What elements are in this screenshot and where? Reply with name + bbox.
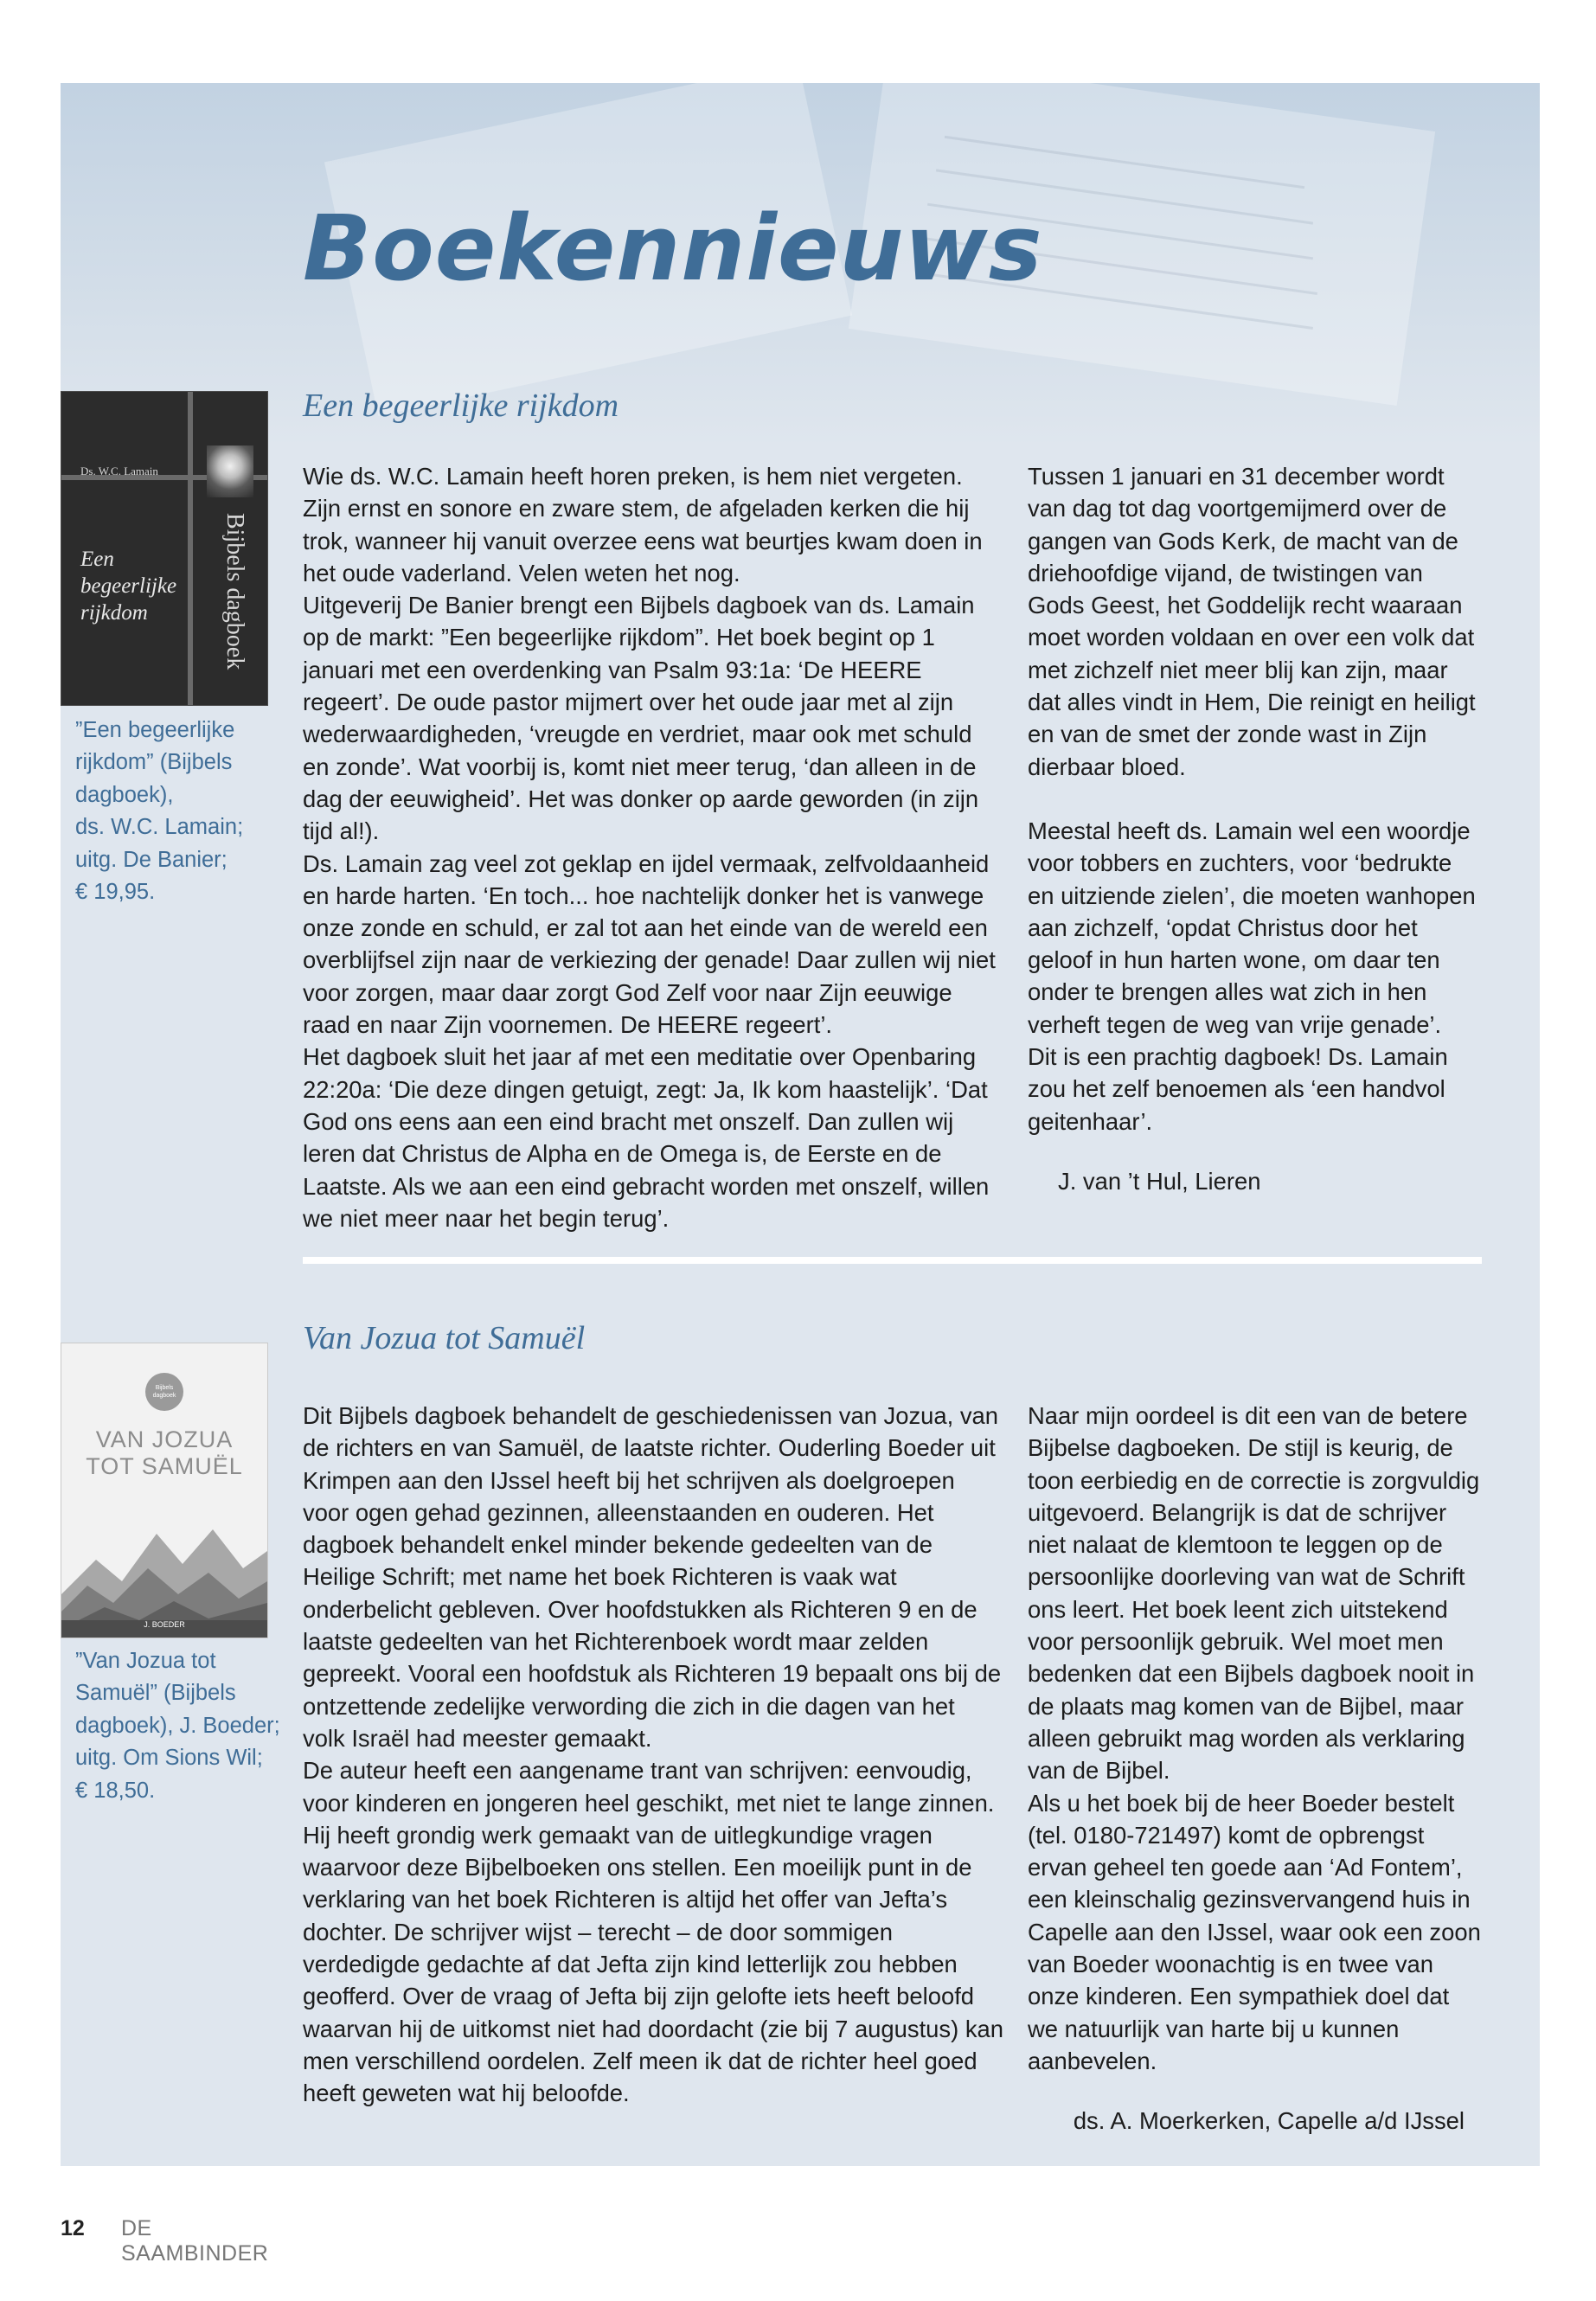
cover-title: VAN JOZUA TOT SAMUËL xyxy=(86,1426,243,1479)
review-signature-2: ds. A. Moerkerken, Capelle a/d IJssel xyxy=(1073,2107,1465,2135)
review-title-1: Een begeerlijke rijkdom xyxy=(303,388,619,424)
page-number: 12 xyxy=(61,2216,85,2240)
review-2-column-1 xyxy=(303,1400,1003,2110)
paragraph: Het dagboek sluit het jaar af met een meditatie over Openbaring 22:20a: ‘Die deze dingen getuigt, zegt: Ja, Ik kom haastelijk’. ‘Dat God ons eens aan een eind bracht met onszelf. Dan zullen wij leren dat Christus de Alpha en de Omega is, de Eerste en de Laatste. Als we aan een eind gebracht worden met onszelf, willen we niet meer naar het begin terug’. xyxy=(303,1043,990,1232)
cover-publisher: J. BOEDER xyxy=(144,1620,185,1629)
paragraph: Als u het boek bij de heer Boeder bestelt (tel. 0180-721497) komt de opbrengst ervan geheel ten goede aan ‘Ad Fontem’, een kleinschalig gezinsvervangend huis in Capelle aan den IJssel, waar ook een zoon van Boeder woonachtig is en twee van onze kinderen. Een sympathiek doel dat we natuurlijk van harte bij u kunnen aanbevelen. xyxy=(1028,1789,1481,2074)
paragraph: Dit is een prachtig dagboek! Ds. Lamain zou het zelf benoemen als ‘een handvol geitenhaar’. xyxy=(1028,1043,1448,1135)
author-photo xyxy=(207,445,253,497)
magazine-name: DE SAAMBINDER xyxy=(121,2216,269,2266)
mountains-illustration xyxy=(61,1499,267,1638)
cover-spine-text: Bijbels dagboek xyxy=(221,513,248,670)
paragraph: Wie ds. W.C. Lamain heeft horen preken, is hem niet vergeten. Zijn ernst en sonore en zware stem, de afgeladen kerken die hij trok, wanneer hij vanuit overzee eens wat beurtjes kwam doen in het oude vaderland. Velen weten het nog. xyxy=(303,463,983,586)
review-signature-1: J. van ’t Hul, Lieren xyxy=(1058,1167,1261,1195)
book-caption-1: ”Een begeerlijke rijkdom” (Bijbels dagboek), ds. W.C. Lamain; uitg. De Banier; € 19,95. xyxy=(75,718,244,905)
review-1-column-2 xyxy=(1028,460,1482,1197)
paragraph: De auteur heeft een aangename trant van schrijven: eenvoudig, voor kinderen en jongeren heel geschikt, met niet te lange zinnen. Hij heeft grondig werk gemaakt van de uitlegkundige vragen waarvoor deze Bijbelboeken ons stellen. Een moeilijk punt in de verklaring van het boek Richteren is altijd het offer van Jefta’s dochter. De schrijver wijst – terecht – de door sommigen verdedigde gedachte af dat Jefta zijn kind letterlijk zou hebben geofferd. Over de vraag of Jefta bij zijn gelofte iets heeft beloofd waarvan hij de uitkomst niet had doordacht (zie bij 7 augustus) kan men verschillend oordelen. Zelf meen ik dat de richter heel goed heeft geweten wat hij beloofde. xyxy=(303,1757,1004,2107)
review-2-column-2 xyxy=(1028,1400,1482,2138)
paragraph: Meestal heeft ds. Lamain wel een woordje voor tobbers en zuchters, voor ‘bedrukte en uitziende zielen’, die moeten wanhopen aan zichzelf, ‘opdat Christus door het geloof in hun harten wone, om daar ten onder te brengen alles wat zich in hen verheft tegen de weg van vrije genade’. xyxy=(1028,817,1476,1038)
paragraph: Tussen 1 januari en 31 december wordt van dag tot dag voortgemijmerd over de gangen van Gods Kerk, de macht van de driehoofdige vijand, de twistingen van Gods Geest, het Goddelijk recht waaraan moet worden voldaan en over een volk dat met zichzelf niet meer blij kan zijn, maar dat alles vindt in Hem, Die reinigt en heiligt en van de smet der zonde wast in Zijn dierbaar bloed. xyxy=(1028,463,1476,780)
section-divider xyxy=(303,1257,1482,1264)
paragraph: Ds. Lamain zag veel zot geklap en ijdel vermaak, zelfvoldaanheid en harde harten. ‘En toch... hoe nachtelijk donker het is vanwege onze zonde en schuld, er zal tot aan het einde van de wereld een overblijfsel zijn naar de verkiezing der genade! Daar zullen wij niet voor zorgen, maar daar zorgt God Zelf voor naar Zijn eeuwige raad en naar Zijn voornemen. De HEERE regeert’. xyxy=(303,849,996,1039)
cover-author: Ds. W.C. Lamain xyxy=(80,465,158,478)
paragraph: Dit Bijbels dagboek behandelt de geschiedenissen van Jozua, van de richters en van Samuël, de laatste richter. Ouderling Boeder uit Krimpen aan den IJssel heeft bij het schrijven als doelgroepen voor ogen gehad gezinnen, alleenstaanden en ouderen. Het dagboek behandelt enkel minder bekende gedeelten van de Heilige Schrift; met name het boek Richteren is vaak wat onderbelicht gebleven. Over hoofdstukken als Richteren 9 en de laatste gedeelten van het Richterenboek wordt maar zelden gepreekt. Vooral een hoofdstuk als Richteren 19 bepaalt ons bij de ontzettende zedelijke verwording die zich in die dagen van het volk Israël had meester gemaakt. xyxy=(303,1402,1002,1752)
paragraph: Uitgeverij De Banier brengt een Bijbels dagboek van ds. Lamain op de markt: ”Een begeerlijke rijkdom”. Het boek begint op 1 januari met een overdenking van Psalm 93:1a: ‘De HEERE regeert’. De oude pastor mijmert over het oude jaar met al zijn wederwaardigheden, ‘vreugde en verdriet, maar ook met schuld en zonde’. Wat voorbij is, komt niet meer terug, ‘dan alleen in de dag der eeuwigheid’. Het was donker op aarde geworden (in zijn tijd al!). xyxy=(303,592,979,845)
book-cover-1 xyxy=(61,391,268,706)
review-1-column-1 xyxy=(303,460,1003,1234)
book-cover-2 xyxy=(61,1343,268,1638)
book-caption-2: ”Van Jozua tot Samuël” (Bijbels dagboek), J. Boeder; uitg. Om Sions Wil; € 18,50. xyxy=(75,1649,280,1803)
review-title-2: Van Jozua tot Samuël xyxy=(303,1320,586,1356)
cover-title: Een begeerlijke rijkdom xyxy=(80,548,177,625)
cover-badge: Bijbels dagboek xyxy=(145,1373,183,1411)
paragraph: Naar mijn oordeel is dit een van de betere Bijbelse dagboeken. De stijl is keurig, de toon eerbiedig en de correctie is zorgvuldig uitgevoerd. Belangrijk is dat de schrijver niet nalaat de klemtoon te leggen op de persoonlijke doorleving van wat de Schrift ons leert. Het boek leent zich uitstekend voor persoonlijk gebruik. Wel moet men bedenken dat een Bijbels dagboek nooit in de plaats mag komen van de Bijbel, maar alleen gebruikt mag worden als verklaring van de Bijbel. xyxy=(1028,1402,1480,1785)
page-title: Boekennieuws xyxy=(303,195,1043,301)
